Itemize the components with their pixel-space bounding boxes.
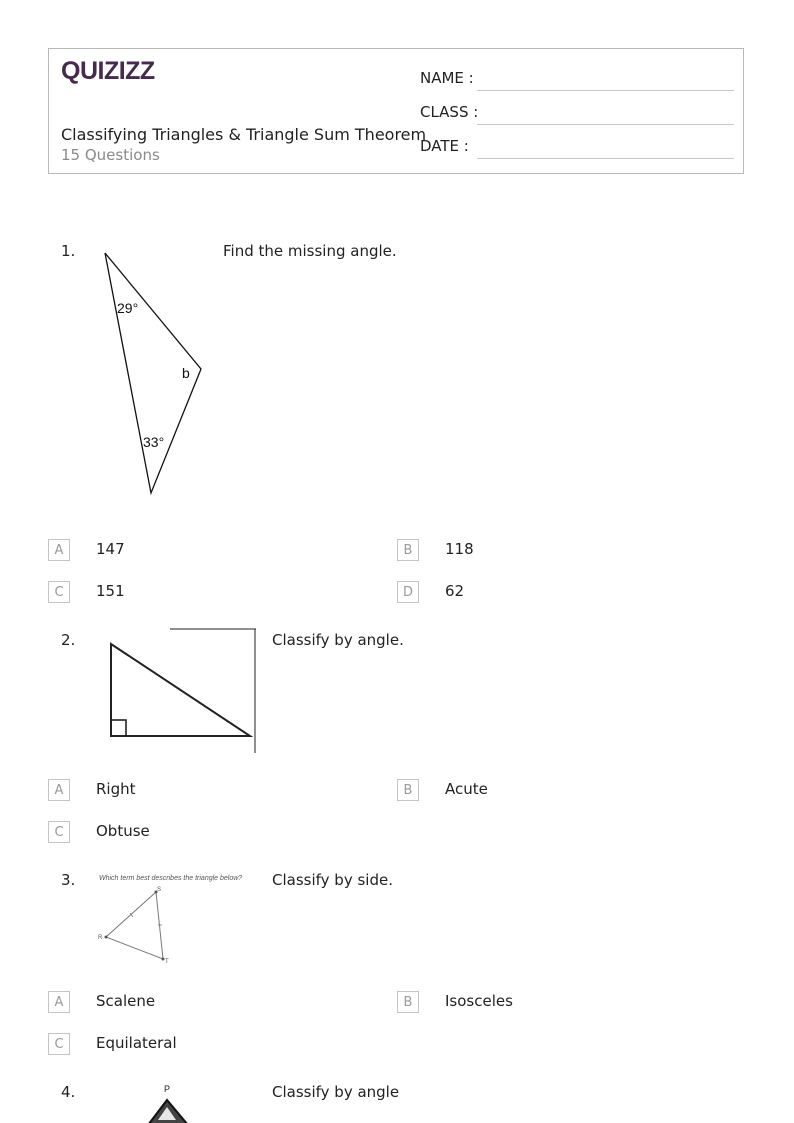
class-field	[420, 103, 734, 127]
triangle-srt-shape	[106, 892, 163, 959]
date-line	[477, 158, 734, 159]
angle-label-unknown: b	[182, 365, 190, 381]
option-b-text[interactable]: Isosceles	[445, 992, 513, 1010]
question-3-prompt: Classify by side.	[272, 871, 393, 889]
option-c-box[interactable]: C	[48, 581, 70, 603]
question-3-number: 3.	[61, 871, 76, 889]
question-2-number: 2.	[61, 631, 76, 649]
option-a-box[interactable]: A	[48, 539, 70, 561]
date-label: DATE :	[420, 137, 469, 155]
option-b-box[interactable]: B	[397, 991, 419, 1013]
vertex-s-label: S	[157, 887, 162, 893]
option-a-text[interactable]: 147	[96, 540, 125, 558]
angle-label-bottom: 33°	[143, 434, 165, 450]
name-field	[420, 69, 734, 93]
name-line	[477, 90, 734, 91]
name-label: NAME :	[420, 69, 474, 87]
option-c-text[interactable]: Equilateral	[96, 1034, 177, 1052]
question-1-triangle-figure	[100, 248, 210, 498]
vertex-r-dot	[105, 936, 108, 939]
question-4-number: 4.	[61, 1083, 76, 1101]
question-1-number: 1.	[61, 242, 76, 260]
option-b-box[interactable]: B	[397, 779, 419, 801]
right-triangle-shape	[111, 644, 250, 736]
question-4-prompt: Classify by angle	[272, 1083, 400, 1101]
option-a-text[interactable]: Scalene	[96, 992, 156, 1010]
date-field	[420, 137, 734, 161]
worksheet-title: Classifying Triangles & Triangle Sum Theorem	[61, 125, 427, 144]
question-count: 15 Questions	[61, 146, 160, 164]
option-a-box[interactable]: A	[48, 991, 70, 1013]
right-angle-marker	[111, 720, 126, 736]
quizizz-logo: QUIZIZZ	[61, 57, 155, 85]
option-a-text[interactable]: Right	[96, 780, 136, 798]
angle-label-top: 29°	[117, 300, 139, 316]
option-c-box[interactable]: C	[48, 1033, 70, 1055]
vertex-r-label: R	[98, 935, 103, 941]
option-b-text[interactable]: 118	[445, 540, 474, 558]
class-line	[477, 124, 734, 125]
option-b-text[interactable]: Acute	[445, 780, 488, 798]
option-a-box[interactable]: A	[48, 779, 70, 801]
option-d-box[interactable]: D	[397, 581, 419, 603]
worksheet-header	[48, 48, 744, 174]
option-b-box[interactable]: B	[397, 539, 419, 561]
vertex-p-label: P	[164, 1084, 171, 1094]
class-label: CLASS :	[420, 103, 479, 121]
option-c-text[interactable]: Obtuse	[96, 822, 150, 840]
question-4-triangle-figure	[140, 1080, 200, 1123]
vertex-t-label: T	[165, 959, 169, 965]
question-2-right-triangle-figure	[100, 628, 260, 754]
question-1-prompt: Find the missing angle.	[223, 242, 397, 260]
figure-caption: Which term best describes the triangle below?	[99, 875, 243, 882]
question-2-prompt: Classify by angle.	[272, 631, 404, 649]
question-3-triangle-figure	[96, 870, 256, 970]
option-c-box[interactable]: C	[48, 821, 70, 843]
option-d-text[interactable]: 62	[445, 582, 465, 600]
option-c-text[interactable]: 151	[96, 582, 125, 600]
